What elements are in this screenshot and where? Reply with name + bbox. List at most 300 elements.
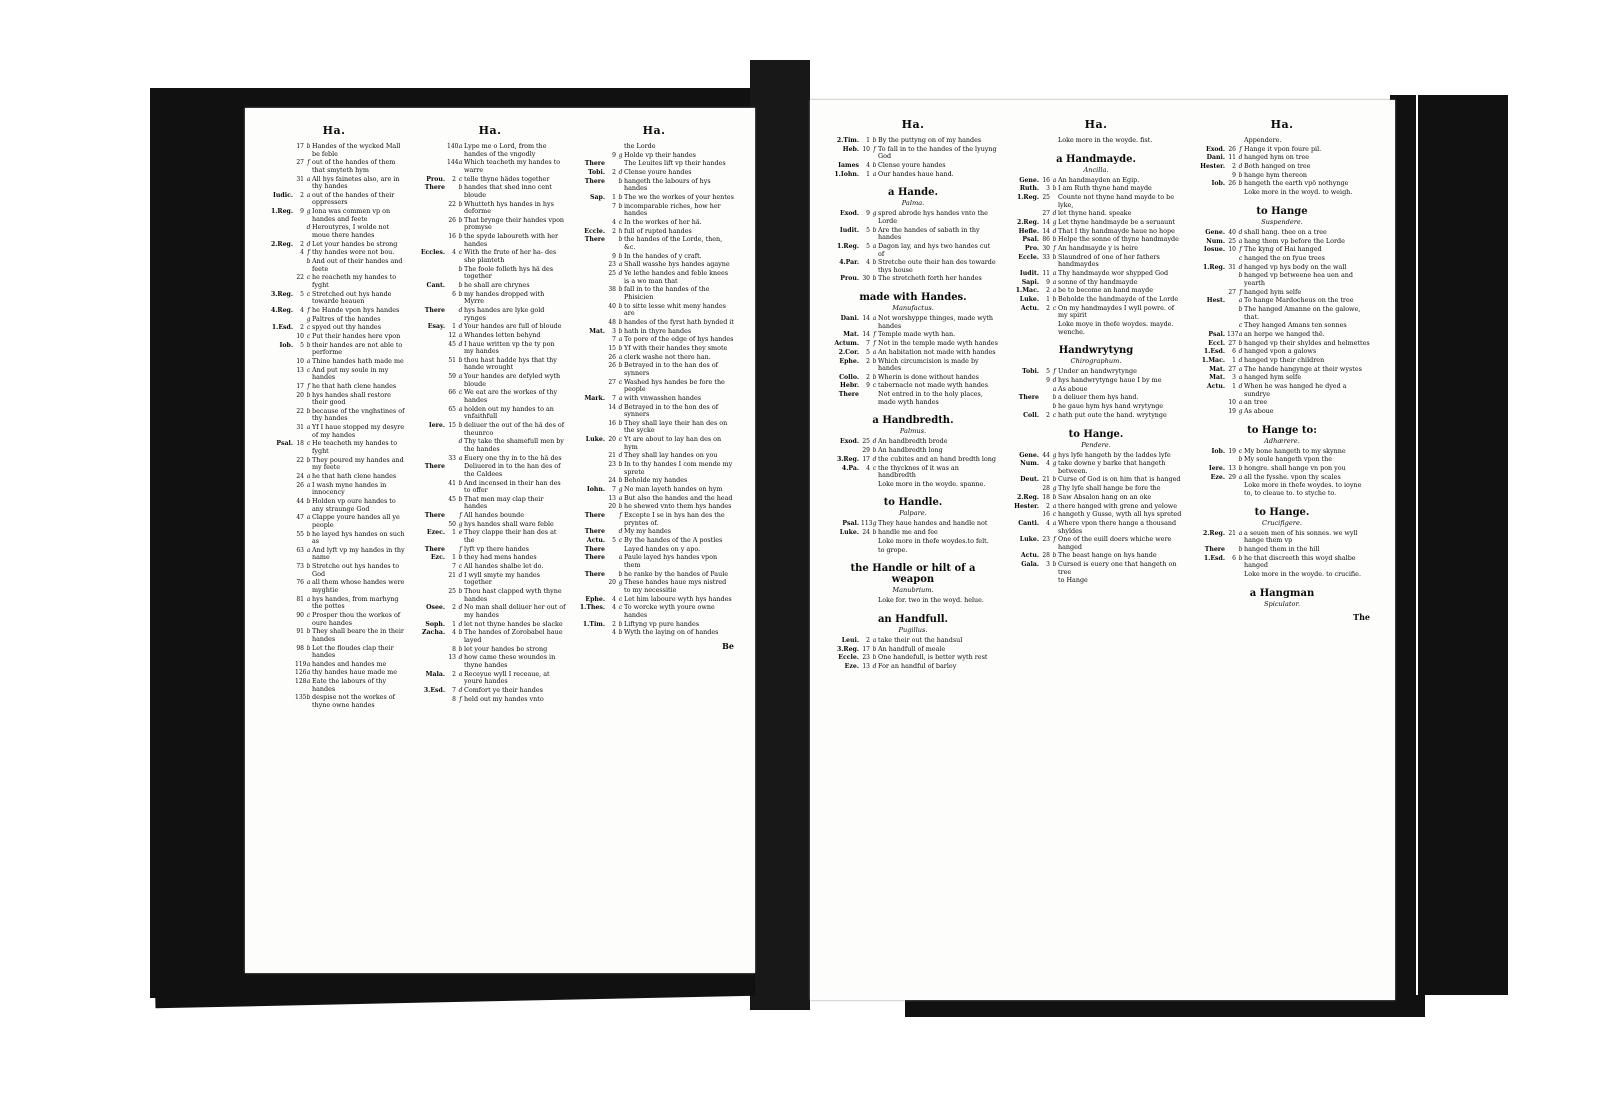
entry-chapter: 1 xyxy=(1232,356,1236,364)
concordance-entry xyxy=(1194,154,1370,162)
entry-text: They haue handes and handle not xyxy=(878,519,988,528)
entry-text: Wherin is done without handes xyxy=(878,372,979,381)
entry-reference: Sapi. xyxy=(1021,278,1039,286)
entry-chapter: 4 xyxy=(866,259,870,267)
entry-reference: 1.Reg. xyxy=(270,208,293,216)
concordance-entry xyxy=(262,579,406,594)
entry-text: An handbredth brode xyxy=(878,437,948,446)
entry-section-letter: g xyxy=(872,210,877,218)
entry-reference: Gene. xyxy=(1019,451,1039,459)
concordance-entry xyxy=(574,512,734,527)
entry-reference: Iohn. xyxy=(586,486,605,494)
entry-section-letter: d xyxy=(1238,348,1243,356)
entry-section-letter: c xyxy=(306,611,311,619)
concordance-entry xyxy=(828,275,998,283)
entry-text: telle thyne hädes together xyxy=(464,174,550,183)
entry-text: All handes shalbe let do. xyxy=(464,562,544,571)
concordance-entry xyxy=(828,456,998,464)
entry-section-letter: d xyxy=(458,340,463,348)
concordance-entry xyxy=(574,528,734,536)
concordance-entry xyxy=(828,146,998,161)
entry-section-letter: b xyxy=(618,177,623,185)
entry-chapter: 17 xyxy=(296,382,304,390)
entry-chapter: 26 xyxy=(608,353,616,361)
entry-reference: Num. xyxy=(1206,237,1225,245)
entry-reference: Leui. xyxy=(841,636,859,644)
entry-section-letter: a xyxy=(306,481,311,489)
entry-chapter: 25 xyxy=(448,588,456,596)
entry-section-letter: a xyxy=(306,595,311,603)
entry-chapter: 27 xyxy=(1042,210,1050,218)
entry-section-letter: b xyxy=(306,644,311,652)
entry-section-letter: c xyxy=(1238,322,1243,330)
entry-section-letter: b xyxy=(1052,185,1057,193)
entry-section-letter: d xyxy=(872,438,877,446)
concordance-entry xyxy=(1194,571,1370,579)
entry-reference: Eze. xyxy=(1210,473,1225,481)
section-spacer xyxy=(828,407,998,411)
entry-chapter: 7 xyxy=(612,202,616,210)
section-heading: Handwrytyng xyxy=(1058,345,1134,357)
entry-section-letter: g xyxy=(306,208,311,216)
entry-section-letter: a xyxy=(1238,330,1243,338)
entry-chapter: 2 xyxy=(612,169,616,177)
entry-section-letter: b xyxy=(458,216,463,224)
entry-section-letter: a xyxy=(306,678,311,686)
concordance-entry xyxy=(262,440,406,455)
entry-text: To pore of the edge of hys handes xyxy=(624,335,734,344)
entry-reference: 2.Tim. xyxy=(836,137,859,144)
concordance-entry xyxy=(574,261,734,269)
concordance-entry xyxy=(574,143,734,151)
entry-section-letter: a xyxy=(458,405,463,413)
entry-chapter: 38 xyxy=(608,286,616,294)
concordance-entry xyxy=(1008,503,1184,511)
entry-text: tabernacle not made wyth handes xyxy=(878,381,988,390)
entry-chapter: 3 xyxy=(612,327,616,335)
entry-section-letter: c xyxy=(618,436,623,444)
entry-reference: Hester. xyxy=(1200,163,1225,171)
entry-reference: Pro. xyxy=(1024,245,1039,253)
entry-section-letter: c xyxy=(458,563,463,571)
entry-section-letter: d xyxy=(618,452,623,460)
entry-text: By the handes of the A postles xyxy=(624,536,723,545)
concordance-entry xyxy=(828,382,998,390)
entry-section-letter: a xyxy=(1052,278,1057,286)
entry-section-letter: b xyxy=(1052,552,1057,560)
section-latin-gloss: Adhærere. xyxy=(1264,436,1300,445)
entry-text: Appendere. xyxy=(1244,136,1282,144)
concordance-entry xyxy=(1008,279,1184,287)
section-latin-gloss: Pendere. xyxy=(1081,440,1111,449)
entry-text: But also the handes and the head xyxy=(624,493,733,502)
concordance-entry xyxy=(828,646,998,654)
entry-text: Let your handes be strong xyxy=(312,239,398,248)
entry-section-letter: c xyxy=(618,537,623,545)
entry-chapter: 17 xyxy=(862,645,870,653)
entry-chapter: 13 xyxy=(862,662,870,670)
concordance-entry xyxy=(828,637,998,645)
entry-chapter: 27 xyxy=(1228,288,1236,296)
entry-text: That men may clap their handes xyxy=(464,494,544,511)
entry-text: Loke more in thefe woydes. to ioyne to, to cleaue to. to styche to. xyxy=(1244,481,1362,497)
entry-text: The hande hangynge at their wystes xyxy=(1244,364,1362,373)
entry-text: to sitte lesse whit meny handes are xyxy=(624,301,726,318)
concordance-entry xyxy=(262,224,406,239)
entry-text: Yt are about to lay han des on hym xyxy=(624,435,722,451)
concordance-entry xyxy=(1194,448,1370,456)
entry-chapter: 113 xyxy=(861,520,873,528)
entry-text: Loke more in thefe woydes.to felt. xyxy=(878,536,989,545)
concordance-entry xyxy=(1194,322,1370,330)
entry-text: Your handes are full of bloude xyxy=(464,322,562,331)
entry-section-letter: b xyxy=(1052,236,1057,244)
entry-chapter: 24 xyxy=(862,529,870,537)
section-spacer xyxy=(828,606,998,610)
entry-section-letter: a xyxy=(1238,237,1243,245)
concordance-entry xyxy=(1194,255,1370,263)
entry-chapter: 17 xyxy=(862,455,870,463)
entry-chapter: 6 xyxy=(1232,554,1236,562)
concordance-entry xyxy=(574,379,734,394)
entry-text: clerk washe not there han. xyxy=(624,352,711,361)
concordance-entry xyxy=(414,480,566,495)
entry-reference: Exod. xyxy=(839,438,859,446)
right-column-2 xyxy=(1008,118,1194,988)
entry-text: Layed handes on y apo. xyxy=(624,544,701,553)
entry-text: they had mens handes xyxy=(464,553,537,562)
concordance-entry xyxy=(574,169,734,177)
entry-section-letter: b xyxy=(872,357,877,365)
concordance-entry xyxy=(574,303,734,318)
entry-section-letter: c xyxy=(872,382,877,390)
entry-text: he that discreeth this woyd shalbe hanged xyxy=(1244,553,1356,570)
entry-text: And lyft vp my handes in thy name xyxy=(312,545,405,562)
left-column-3 xyxy=(574,124,734,964)
entry-reference: Hefle. xyxy=(1018,227,1039,235)
entry-text: Thy handmayde wor shypped God xyxy=(1058,269,1169,278)
concordance-entry xyxy=(1008,305,1184,320)
entry-section-letter: a xyxy=(1238,473,1243,481)
entry-reference: 1.Thes. xyxy=(579,604,605,612)
entry-chapter: 14 xyxy=(862,315,870,323)
entry-chapter: 7 xyxy=(612,486,616,494)
entry-text: Excepte I se in hys han des the pryntes of. xyxy=(624,511,725,527)
entry-reference: 2.Reg. xyxy=(1202,529,1225,537)
running-head: Ha. xyxy=(478,124,502,137)
entry-section-letter: d xyxy=(458,571,463,579)
entry-section-letter: d xyxy=(306,240,311,248)
concordance-entry xyxy=(1008,452,1184,460)
concordance-entry xyxy=(1008,577,1184,585)
entry-text: because of the vnghstines of thy handes xyxy=(312,406,405,423)
entry-section-letter: d xyxy=(872,662,877,670)
entry-reference: 4.Pa. xyxy=(841,464,859,472)
entry-chapter: 5 xyxy=(866,242,870,250)
section-spacer xyxy=(828,284,998,288)
concordance-entry xyxy=(574,270,734,285)
concordance-entry xyxy=(414,546,566,554)
entry-chapter: 15 xyxy=(448,421,456,429)
entry-text: Wyth the laying on of handes xyxy=(624,628,719,637)
entry-text: Iona was commen vp on handes and feete xyxy=(312,207,391,223)
entry-section-letter: a xyxy=(1052,287,1057,295)
entry-text: Saw Absalon hang on an oke xyxy=(1058,492,1152,501)
section-heading: to Hange. xyxy=(1254,506,1310,518)
entry-text: incomparable riches, how her handes xyxy=(624,201,721,218)
entry-chapter: 23 xyxy=(862,654,870,662)
concordance-entry xyxy=(262,249,406,257)
concordance-entry xyxy=(414,554,566,562)
entry-chapter: 22 xyxy=(296,456,304,464)
entry-text: out of the handes of their oppressers xyxy=(312,190,395,207)
concordance-entry xyxy=(262,367,406,382)
entry-section-letter: b xyxy=(306,143,311,150)
entry-section-letter: a xyxy=(1238,297,1243,305)
entry-text: We eat are the workes of thy handes xyxy=(464,388,558,404)
entry-section-letter: b xyxy=(872,226,877,234)
concordance-entry xyxy=(1008,394,1184,402)
entry-chapter: 1 xyxy=(452,620,456,628)
concordance-entry xyxy=(574,219,734,227)
entry-reference: Eccle. xyxy=(1018,253,1039,261)
concordance-entry xyxy=(262,291,406,306)
entry-text: hanged vp their shyldes and helmettes xyxy=(1244,338,1370,347)
entry-section-letter: a xyxy=(618,554,623,562)
entry-chapter: 45 xyxy=(448,340,456,348)
concordance-entry xyxy=(574,336,734,344)
entry-section-letter: g xyxy=(1052,485,1057,493)
entry-section-letter: a xyxy=(872,170,877,178)
concordance-entry xyxy=(574,160,734,168)
entry-section-letter: f xyxy=(307,249,310,257)
entry-section-letter: b xyxy=(618,252,623,260)
entry-text: handes and handes me xyxy=(312,659,387,668)
entry-chapter: 4 xyxy=(300,249,304,257)
entry-chapter: 45 xyxy=(448,495,456,503)
entry-section-letter: a xyxy=(872,315,877,323)
entry-text: a deliuer them hys hand. xyxy=(1058,393,1139,402)
concordance-entry xyxy=(262,342,406,357)
concordance-entry xyxy=(262,324,406,332)
entry-chapter: 4 xyxy=(866,161,870,169)
entry-text: an tree xyxy=(1244,398,1268,407)
entry-text: One handefull, is better wyth rest xyxy=(878,653,988,662)
entry-section-letter: c xyxy=(1238,254,1243,262)
entry-text: The beast hange on hys hande xyxy=(1058,551,1157,560)
concordance-entry xyxy=(1194,474,1370,482)
entry-reference: Actum. xyxy=(834,340,859,348)
entry-list-left-3 xyxy=(574,143,734,637)
entry-chapter: 76 xyxy=(296,579,304,587)
concordance-entry xyxy=(1008,210,1184,218)
entry-text: Beholde the handmayde of the Lorde xyxy=(1058,295,1179,304)
entry-text: Betrayed in to the hon des of synners xyxy=(624,402,719,419)
entry-section-letter: b xyxy=(458,356,463,364)
entry-section-letter: d xyxy=(618,403,623,411)
entry-section-letter: c xyxy=(306,324,311,332)
entry-section-letter: a xyxy=(458,143,463,150)
entry-chapter: 5 xyxy=(866,226,870,234)
entry-reference: Tobi. xyxy=(1022,368,1039,376)
entry-text: hanged the on fyue trees xyxy=(1244,253,1325,262)
entry-section-letter: f xyxy=(459,545,462,553)
concordance-entry xyxy=(414,563,566,571)
concordance-entry xyxy=(262,274,406,289)
entry-section-letter: c xyxy=(306,440,311,448)
entry-text: there hanged with grene and yelowe xyxy=(1058,501,1178,510)
concordance-entry xyxy=(262,358,406,366)
entry-reference: 3.Reg. xyxy=(270,290,293,298)
entry-text: hys handes shall ware feble xyxy=(464,519,554,528)
entry-text: Loke more in the woyde. fist. xyxy=(1058,136,1153,144)
concordance-entry xyxy=(262,694,406,709)
entry-chapter: 27 xyxy=(1228,339,1236,347)
entry-section-letter: a xyxy=(458,373,463,381)
entry-section-letter: g xyxy=(1238,407,1243,415)
section-heading: a Handmayde. xyxy=(1056,153,1136,165)
entry-section-letter: b xyxy=(618,344,623,352)
concordance-entry xyxy=(1008,412,1184,420)
entry-text: the handes of the Lorde, then, &c. xyxy=(624,235,723,251)
entry-text: All hys fainetes also, are in thy handes xyxy=(312,174,400,191)
entry-reference: There xyxy=(584,545,605,553)
entry-reference: 1.Reg. xyxy=(1016,194,1039,202)
entry-text: To hange Mardocheus on the tree xyxy=(1244,296,1354,305)
left-column-1 xyxy=(262,124,414,964)
entry-section-letter: g xyxy=(1052,451,1057,459)
entry-text: Ye lethe handes and feble knees is a wo man that xyxy=(624,269,728,285)
right-column-1 xyxy=(828,118,1008,988)
entry-section-letter: b xyxy=(306,563,311,571)
concordance-entry xyxy=(414,455,566,463)
entry-chapter: 10 xyxy=(1228,399,1236,407)
concordance-entry xyxy=(1194,456,1370,464)
entry-section-letter: b xyxy=(872,137,877,144)
section-heading: a Hande. xyxy=(888,187,938,199)
concordance-entry xyxy=(414,201,566,216)
entry-text: When he was hanged he dyed a sundrye xyxy=(1244,382,1347,398)
entry-chapter: 3 xyxy=(1232,374,1236,382)
entry-section-letter: a xyxy=(618,494,623,502)
concordance-entry xyxy=(1008,386,1184,394)
entry-section-letter: b xyxy=(1238,305,1243,313)
concordance-entry xyxy=(574,345,734,353)
entry-reference: Mat. xyxy=(843,331,859,339)
concordance-entry xyxy=(262,612,406,627)
entry-reference: Eccle. xyxy=(584,227,605,235)
entry-text: In the workes of her hä. xyxy=(624,218,702,226)
entry-text: In the handes of y craft. xyxy=(624,251,702,260)
section-heading: to Hange xyxy=(1256,205,1308,217)
entry-text: Counte not thyne hand mayde to be lyke, xyxy=(1058,193,1175,209)
concordance-entry xyxy=(1008,287,1184,295)
entry-section-letter: d xyxy=(458,654,463,662)
entry-text: Where vpon there hange a thousand shyldes xyxy=(1058,518,1177,535)
entry-text: he ranke by the handes of Paule xyxy=(624,569,729,578)
entry-section-letter: f xyxy=(459,512,462,520)
entry-text: shall hang. thee on a tree xyxy=(1244,227,1327,236)
entry-chapter: 2 xyxy=(866,373,870,381)
concordance-entry xyxy=(262,645,406,660)
entry-chapter: 3 xyxy=(1046,561,1050,569)
entry-text: All handes bounde xyxy=(464,511,525,520)
entry-section-letter: d xyxy=(458,620,463,628)
entry-text: thou hast hadde hys that thy hande wrought xyxy=(464,355,557,372)
concordance-entry xyxy=(574,629,734,637)
concordance-entry xyxy=(574,579,734,594)
entry-reference: Luke. xyxy=(1019,296,1039,304)
concordance-entry xyxy=(1194,408,1370,416)
entry-chapter: 21 xyxy=(448,571,456,579)
entry-text: to grope. xyxy=(878,545,908,554)
entry-text: The we the workes of your hentes xyxy=(624,193,734,202)
section-heading: to Hange. xyxy=(1068,428,1124,440)
entry-text: No man shall deliuer her out of my handes xyxy=(464,603,566,619)
entry-chapter: 6 xyxy=(452,290,456,298)
entry-chapter: 10 xyxy=(862,145,870,153)
entry-chapter: 4 xyxy=(300,306,304,314)
entry-text: In to thy handes I com mende my sprete xyxy=(624,460,733,476)
concordance-entry xyxy=(574,203,734,218)
entry-reference: Osee. xyxy=(426,604,445,612)
entry-section-letter: b xyxy=(1052,296,1057,304)
entry-chapter: 4 xyxy=(612,604,616,612)
entry-chapter: 7 xyxy=(612,336,616,344)
entry-chapter: 26 xyxy=(296,481,304,489)
concordance-entry xyxy=(828,137,998,145)
entry-section-letter: b xyxy=(306,258,311,266)
entry-reference: Gene. xyxy=(1019,176,1039,184)
entry-section-letter: b xyxy=(458,588,463,596)
entry-chapter: 2 xyxy=(300,240,304,248)
entry-section-letter: a xyxy=(458,670,463,678)
entry-chapter: 128 xyxy=(295,678,307,686)
concordance-entry xyxy=(262,498,406,513)
entry-chapter: 21 xyxy=(1042,476,1050,484)
entry-chapter: 14 xyxy=(1042,219,1050,227)
entry-section-letter: b xyxy=(618,236,623,244)
entry-text: Thine handes hath made me xyxy=(312,356,404,365)
entry-chapter: 1 xyxy=(612,194,616,202)
entry-section-letter: b xyxy=(872,529,877,537)
concordance-entry xyxy=(1194,383,1370,398)
entry-reference: Actu. xyxy=(1020,552,1039,560)
entry-text: their handes are not able to performe xyxy=(312,340,403,357)
concordance-entry xyxy=(1194,229,1370,237)
concordance-entry xyxy=(414,266,566,281)
entry-reference: Actu. xyxy=(1020,304,1039,312)
concordance-entry xyxy=(1008,236,1184,244)
entry-text: Receyue wyll I receaue, at youre handes xyxy=(464,669,550,686)
concordance-entry xyxy=(828,481,998,489)
entry-reference: Zacha. xyxy=(422,629,445,637)
concordance-entry xyxy=(574,362,734,377)
concordance-entry xyxy=(414,332,566,340)
entry-chapter: 9 xyxy=(300,208,304,216)
entry-section-letter: b xyxy=(306,628,311,636)
entry-chapter: 144 xyxy=(447,159,459,167)
concordance-entry xyxy=(1008,520,1184,535)
entry-section-letter: b xyxy=(1052,493,1057,501)
entry-chapter: 5 xyxy=(300,290,304,298)
entry-text: Lype me o Lord, from the handes of the vngodly xyxy=(464,142,547,158)
entry-text: To worcke wyth youre owne handes xyxy=(624,603,715,619)
entry-text: Not entred in to the holy places, made wyth handes xyxy=(878,390,983,406)
entry-reference: Iosue. xyxy=(1203,246,1225,254)
concordance-entry xyxy=(1008,561,1184,576)
entry-text: That I thy handmayde haue no hope xyxy=(1058,226,1175,235)
